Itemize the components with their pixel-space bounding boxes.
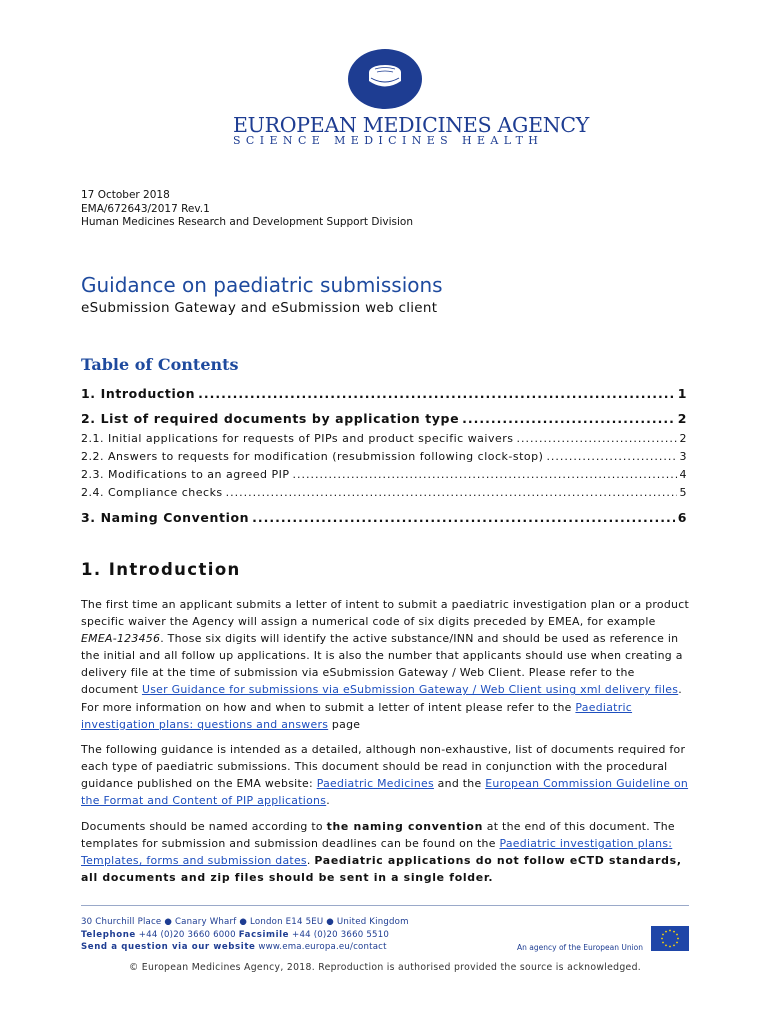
footer-web-line [81, 941, 409, 954]
telephone-number: +44 (0)20 3660 6000 [138, 929, 236, 940]
toc-entry-modifications[interactable] [81, 468, 687, 481]
toc-leader [293, 468, 677, 481]
website-link[interactable]: www.ema.europa.eu/contact [258, 942, 387, 952]
example-code: EMEA-123456 [81, 632, 161, 646]
question-label: Send a question via our website [81, 942, 256, 952]
toc-entry-answers-to-requests[interactable] [81, 450, 687, 463]
toc-entry-label: 2.4. Compliance checks [81, 486, 223, 499]
toc-entry-page: 5 [679, 486, 687, 499]
toc-entry-page: 3 [679, 450, 687, 463]
telephone-label: Telephone [81, 929, 136, 940]
toc-entry-label: 2.2. Answers to requests for modification (resubmission following clock-stop) [81, 450, 544, 463]
toc-leader [546, 450, 676, 463]
footer-phone-line [81, 929, 409, 942]
pip-qa-link[interactable]: Paediatric investigation plans: questions and answers [81, 700, 633, 731]
toc-entry-page: 4 [679, 468, 687, 481]
toc-leader [517, 432, 677, 445]
para-text: at the end of this document. The templates for submission and submission deadlines can be found on the [81, 820, 675, 851]
toc-entry-label: 2.3. Modifications to an agreed PIP [81, 468, 290, 481]
toc-leader [226, 486, 677, 499]
copyright-notice: © European Medicines Agency, 2018. Reproduction is authorised provided the source is acknowledged. [128, 962, 642, 973]
agency-name: EUROPEAN MEDICINES AGENCY [233, 113, 590, 137]
facsimile-label: Facsimile [238, 929, 290, 940]
toc-entry-page: 2 [679, 432, 687, 445]
document-date: 17 October 2018 [81, 189, 170, 201]
agency-tagline: SCIENCE MEDICINES HEALTH [233, 134, 544, 147]
section-heading-introduction: 1. Introduction [81, 560, 241, 579]
user-guidance-link[interactable]: User Guidance for submissions via eSubmission Gateway / Web Client using xml delivery files [141, 683, 679, 697]
ec-guideline-link[interactable]: European Commission Guideline on the Format and Content of PIP applications [81, 777, 689, 808]
footer-divider [81, 905, 689, 906]
ema-logo-icon [347, 48, 423, 110]
document-reference: EMA/672643/2017 Rev.1 [81, 202, 210, 215]
toc-entry-introduction[interactable] [81, 386, 687, 401]
toc-entry-initial-applications[interactable] [81, 432, 687, 445]
intro-paragraph-3 [81, 818, 693, 886]
para-text: . [306, 854, 315, 868]
eu-flag-icon [651, 926, 689, 951]
toc-entry-label: 2.1. Initial applications for requests of PIPs and product specific waivers [81, 432, 514, 445]
para-text: . For more information on how and when to submit a letter of intent please refer to the [81, 683, 682, 714]
templates-link[interactable]: Paediatric investigation plans: Templates, forms and submission dates [81, 837, 673, 868]
document-division: Human Medicines Research and Development Support Division [81, 216, 413, 228]
toc-entry-naming-convention[interactable] [81, 510, 687, 525]
paediatric-medicines-link[interactable]: Paediatric Medicines [316, 777, 434, 791]
toc-entry-page: 1 [677, 386, 687, 401]
intro-paragraph-1 [81, 596, 693, 733]
toc-entry-page: 6 [677, 510, 687, 525]
para-text: . [326, 794, 330, 808]
facsimile-number: +44 (0)20 3660 5510 [292, 929, 390, 940]
toc-leader [462, 411, 675, 426]
toc-heading: Table of Contents [81, 355, 239, 374]
toc-entry-label: 3. Naming Convention [81, 510, 250, 525]
para-text: Documents should be named according to [81, 820, 327, 833]
para-text: page [328, 717, 361, 731]
toc-leader [198, 386, 675, 401]
page-title: Guidance on paediatric submissions [81, 273, 443, 297]
para-text: and the [433, 777, 486, 791]
toc-entry-required-documents[interactable] [81, 411, 687, 426]
toc-entry-label: 2. List of required documents by application type [81, 411, 460, 426]
footer-contact [81, 916, 409, 954]
document-meta [81, 189, 413, 230]
toc-entry-compliance-checks[interactable] [81, 486, 687, 499]
para-text: The following guidance is intended as a detailed, although non-exhaustive, list of documents required for each type of paediatric submissions. This document should be read in conjunction with the procedural guidance published on the EMA website: [81, 743, 686, 791]
ema-logo [0, 48, 770, 110]
footer-address: 30 Churchill Place ● Canary Wharf ● London E14 5EU ● United Kingdom [81, 917, 409, 927]
ectd-notice: Paediatric applications do not follow eCTD standards, all documents and zip files should be sent in a single folder. [81, 854, 682, 885]
para-text: The first time an applicant submits a letter of intent to submit a paediatric investigation plan or a product specific waiver the Agency will assign a numerical code of six digits preceded by EMEA, for example [81, 598, 690, 629]
para-text: . Those six digits will identify the active substance/INN and should be used as reference in the initial and all follow up applications. It is also the number that applicants should use when creating a delivery file at the time of submission via eSubmission Gateway / Web Client. Please refer to the document [81, 632, 683, 697]
page-subtitle: eSubmission Gateway and eSubmission web client [81, 300, 438, 316]
toc-leader [252, 510, 675, 525]
intro-paragraph-2 [81, 741, 693, 809]
naming-convention-emphasis: the naming convention [326, 820, 484, 833]
toc-entry-page: 2 [677, 411, 687, 426]
toc-entry-label: 1. Introduction [81, 386, 196, 401]
eu-agency-text: An agency of the European Union [517, 943, 644, 952]
